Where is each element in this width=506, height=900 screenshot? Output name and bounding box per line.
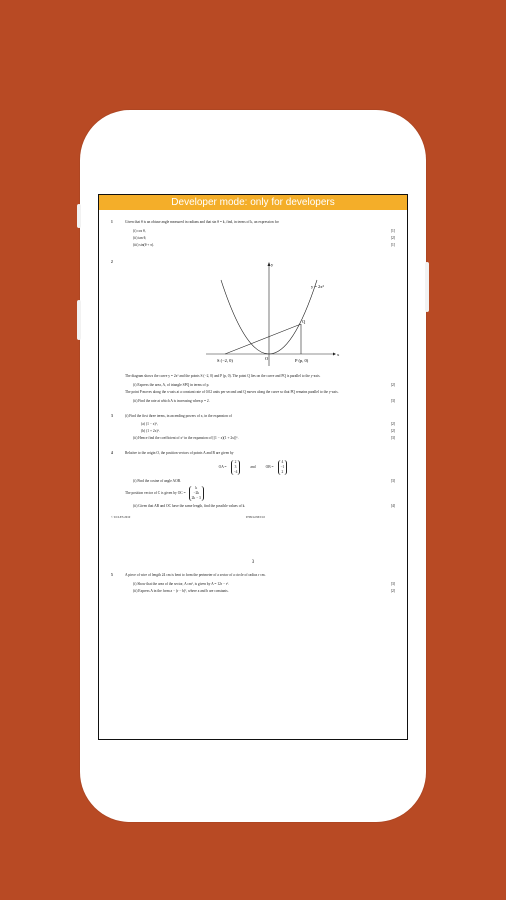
side-button-right	[425, 262, 429, 312]
part-text: sin(θ + π).	[139, 243, 155, 247]
question-stem: Relative to the origin O, the position vectors of points A and B are given by	[125, 451, 234, 455]
part-row	[133, 229, 395, 236]
copyright: © UCLES 2010	[111, 515, 131, 519]
vector-component: −4	[233, 470, 238, 474]
part-text: Hence find the coefficient of x² in the expansion of [(1 − x)(1 + 2x)]⁶.	[138, 436, 239, 440]
question-5	[111, 573, 395, 596]
mark: [2]	[390, 236, 395, 240]
part-text: Given that AB and OC have the same length, find the possible values of k.	[138, 504, 246, 508]
ob-vector	[278, 460, 288, 475]
vector-equations	[111, 460, 395, 475]
paper-code: 9709/12/M/J/10	[245, 515, 265, 519]
question-2	[111, 260, 395, 406]
part-text: Find the cosine of angle AOB.	[137, 479, 182, 483]
question-4	[111, 451, 395, 511]
question-number: 1	[111, 220, 113, 224]
vector-component: −2k	[193, 491, 200, 495]
vector-component: 3	[234, 465, 237, 469]
curve-diagram	[111, 260, 397, 370]
part-text: Express the area, A, of triangle SPQ in terms of p.	[137, 383, 210, 387]
oc-vector	[189, 486, 204, 501]
part-row	[141, 429, 395, 436]
question-stem: A piece of wire of length 24 cm is bent to form the perimeter of a sector of a circle of radius r cm.	[125, 573, 266, 577]
part-row	[133, 243, 395, 250]
part-text: Find the rate at which A is increasing when p = 2.	[138, 399, 210, 403]
x-axis-arrow	[333, 353, 336, 356]
x-axis-label: x	[337, 352, 340, 357]
vector-component: 2	[234, 460, 237, 464]
part-row	[133, 504, 395, 511]
part-text: (1 + 2x)⁶.	[146, 429, 160, 433]
part-text: cos θ,	[137, 229, 146, 233]
part-label: (i)	[133, 229, 137, 233]
part-label: (ii)	[133, 236, 138, 240]
mark: [3]	[390, 582, 395, 586]
part-text: Express A in the form a − (r − b)², where a and b are constants.	[138, 589, 229, 593]
part-text: (1 − x)⁶,	[145, 422, 158, 426]
part-label: (b)	[141, 429, 146, 433]
part-label: (ii)	[133, 399, 138, 403]
part-label: (i)	[133, 383, 137, 387]
vector-component: 4	[281, 460, 284, 464]
part-row	[133, 589, 395, 596]
mark: [1]	[390, 229, 395, 233]
origin-label: O	[265, 356, 269, 361]
question-text: The position vector of C is given by OC =	[125, 491, 186, 495]
page-footer	[111, 515, 395, 520]
part-row	[133, 582, 395, 589]
question-stem: The diagram shows the curve y = 2x² and the points S (−2, 0) and P (p, 0). The point Q lies on the curve and PQ is parallel to the y-axis.	[125, 374, 321, 378]
part-row	[133, 436, 395, 443]
line-sq	[225, 324, 301, 354]
question-number: 4	[111, 451, 113, 455]
side-button-left-lower	[77, 300, 81, 340]
vector-component: k	[195, 486, 198, 490]
vector-component: 2k − 3	[191, 496, 201, 500]
question-stem: Given that θ is an obtuse angle measured in radians and that sin θ = k, find, in terms of k, an expression for	[125, 220, 279, 224]
part-label: (i)	[133, 479, 137, 483]
mark: [3]	[390, 479, 395, 483]
part-label: (ii)	[133, 436, 138, 440]
oc-row	[125, 486, 395, 501]
question-number: 3	[111, 414, 113, 418]
oa-vector	[231, 460, 241, 475]
part-text: Show that the area of the sector, A cm², is given by A = 12r − r².	[137, 582, 230, 586]
mark: [3]	[390, 436, 395, 440]
mark: [1]	[390, 243, 395, 247]
side-button-left	[77, 204, 81, 228]
vector-component: −1	[280, 465, 285, 469]
part-text: tan θ,	[138, 236, 147, 240]
question-number: 5	[111, 573, 113, 577]
part-label: (i)	[133, 582, 137, 586]
y-axis-label: y	[271, 262, 274, 267]
question-text: The point P moves along the x-axis at a constant rate of 0.02 units per second and Q moves along the curve so that PQ remains parallel to the y-axis.	[125, 390, 339, 394]
part-row	[133, 383, 395, 390]
and-word: and	[250, 465, 256, 469]
page-number: 3	[251, 560, 255, 565]
part-row	[141, 422, 395, 429]
point-p-label: P (p, 0)	[295, 358, 309, 363]
vector-component: 2	[281, 470, 284, 474]
mark: [2]	[390, 383, 395, 387]
part-row	[133, 236, 395, 243]
part-label: (a)	[141, 422, 145, 426]
mark: [2]	[390, 589, 395, 593]
exam-document[interactable]	[99, 220, 407, 596]
ob-label: OB =	[265, 465, 274, 469]
part-label: (ii)	[133, 589, 138, 593]
point-s-label: S (−2, 0)	[217, 358, 233, 363]
oa-label: OA =	[218, 465, 227, 469]
developer-mode-banner: Developer mode: only for developers	[99, 195, 407, 210]
part-label: (iii)	[133, 243, 139, 247]
question-1	[111, 220, 395, 250]
mark: [2]	[390, 422, 395, 426]
question-3	[111, 414, 395, 443]
question-stem: (i) Find the first three terms, in ascending powers of x, in the expansion of	[125, 414, 232, 418]
question-number: 2	[111, 260, 113, 264]
part-label: (ii)	[133, 504, 138, 508]
part-row	[133, 399, 395, 406]
point-q-label: Q	[302, 319, 306, 324]
screen[interactable]	[98, 194, 408, 740]
mark: [4]	[390, 504, 395, 508]
curve-label: y = 2x²	[311, 284, 324, 289]
mark: [2]	[390, 429, 395, 433]
part-row	[133, 479, 395, 486]
mark: [3]	[390, 399, 395, 403]
